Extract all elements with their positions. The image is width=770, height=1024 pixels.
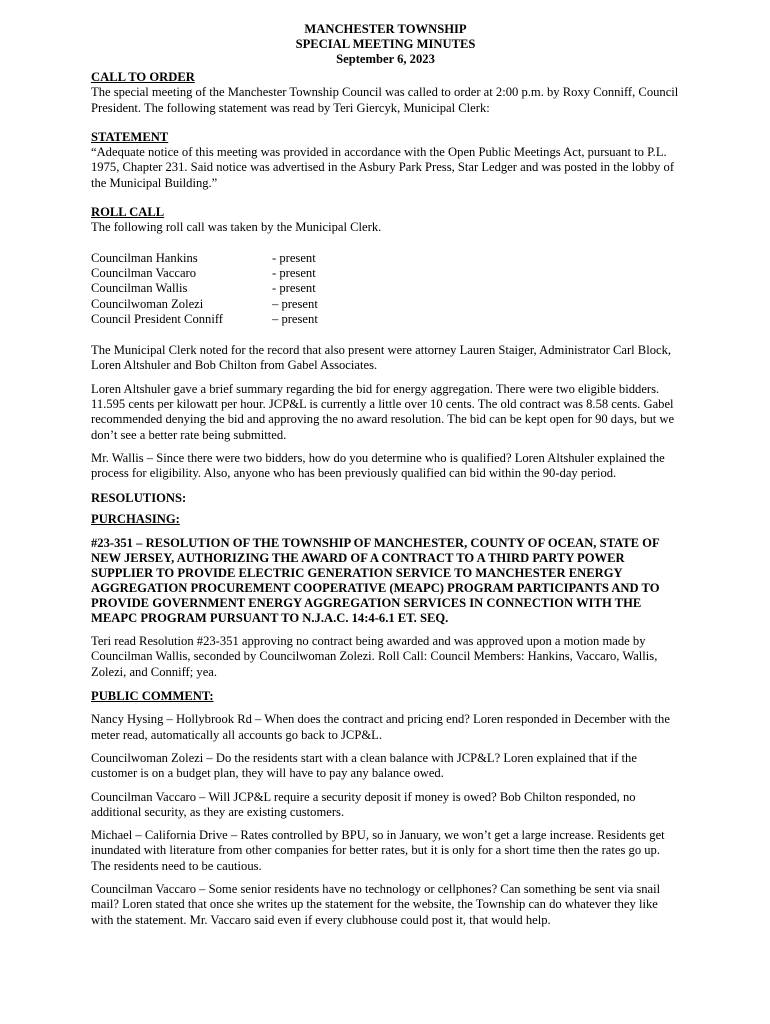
township-name: MANCHESTER TOWNSHIP <box>304 22 467 36</box>
public-comment-item: Councilman Vaccaro – Will JCP&L require a security deposit if money is owed? Bob Chilton responded, no additional security, as they are existing customers. <box>91 789 636 819</box>
public-comment-item: Michael – California Drive – Rates controlled by BPU, so in January, we won’t get a large increase. Residents get inundated with literature from other companies for better rates, but it is only for a short time then the rates go up. The residents need to be cautious. <box>91 828 665 873</box>
member-status: – present <box>272 311 318 326</box>
public-comment-item: Councilwoman Zolezi – Do the residents start with a clean balance with JCP&L? Loren explained that if the customer is on a budget plan, they will have to pay any balance owed. <box>91 750 637 781</box>
paragraph-wallis: Mr. Wallis – Since there were two bidders, how do you determine who is qualified? Loren Altshuler explained the process for eligibility. Also, anyone who has been previously qualified can bid within the 90-day period. <box>91 450 665 481</box>
member-name: Councilwoman Zolezi <box>91 296 204 311</box>
public-comment-heading: PUBLIC COMMENT: <box>91 689 214 704</box>
roll-call-row <box>91 312 680 327</box>
resolution-title: #23-351 – RESOLUTION OF THE TOWNSHIP OF MANCHESTER, COUNTY OF OCEAN, STATE OF NEW JERSEY, AUTHORIZING THE AWARD OF A CONTRACT TO A THIRD PARTY POWER SUPPLIER TO PROVIDE ELECTRIC GENERATION SERVICE TO MANCHESTER ENERGY AGGREGATION PROCUREMENT COOPERATIVE (MEAPC) PROGRAM PARTICIPANTS AND TO PROVIDE GOVERNMENT ENERGY AGGREGATION SERVICES IN CONNECTION WITH THE MEAPC PROGRAM PURSUANT TO N.J.A.C. 14:4-6.1 ET. SEQ. <box>91 536 660 626</box>
section-call-to-order <box>91 70 680 116</box>
paragraph: The special meeting of the Manchester Township Council was called to order at 2:00 p.m. by Roxy Conniff, Council President. The following statement was read by Teri Giercyk, Municipal Clerk: <box>91 85 679 115</box>
paragraph-summary: Loren Altshuler gave a brief summary regarding the bid for energy aggregation. There were two eligible bidders. 11.595 cents per kilowatt per hour. JCP&L is currently a little over 10 cents. The old contract was 8.58 cents. Gabel recommended denying the bid and approving the no award resolution. The bid can be kept open for 90 days, but we don’t see a better rate being submitted. <box>91 381 675 442</box>
document-title: SPECIAL MEETING MINUTES <box>295 37 476 51</box>
paragraph: “Adequate notice of this meeting was provided in accordance with the Open Public Meetings Act, pursuant to P.L. 1975, Chapter 231. Said notice was advertised in the Asbury Park Press, Star Ledger and was posted in the lobby of the Municipal Building.” <box>91 145 675 190</box>
member-name: Councilman Wallis <box>91 281 188 296</box>
paragraph: The following roll call was taken by the Municipal Clerk. <box>91 220 382 235</box>
member-name: Councilman Vaccaro <box>91 265 197 280</box>
public-comment-item: Nancy Hysing – Hollybrook Rd – When does the contract and pricing end? Loren responded in December with the meter read, automatically all accounts go back to JCP&L. <box>91 712 670 742</box>
member-name: Council President Conniff <box>91 311 223 326</box>
member-status: – present <box>272 296 318 311</box>
section-heading: CALL TO ORDER <box>91 70 195 84</box>
roll-call-list <box>91 251 680 327</box>
purchasing-heading: PURCHASING: <box>91 511 180 526</box>
section-heading: STATEMENT <box>91 129 169 144</box>
meeting-date: September 6, 2023 <box>336 52 435 66</box>
member-status: - present <box>272 281 316 296</box>
public-comment-item: Councilman Vaccaro – Some senior residents have no technology or cellphones? Can something be sent via snail mail? Loren stated that once she writes up the statement for the website, the Township can do whatever they like with the statement. Mr. Vaccaro said even if every clubhouse could post it, that would help. <box>91 881 661 927</box>
paragraph-also-present: The Municipal Clerk noted for the record that also present were attorney Lauren Staiger, Administrator Carl Block, Loren Altshuler and Bob Chilton from Gabel Associates. <box>91 343 672 373</box>
roll-call-row <box>91 266 680 281</box>
member-name: Councilman Hankins <box>91 250 198 265</box>
document-header <box>91 22 680 67</box>
roll-call-row <box>91 297 680 312</box>
member-status: - present <box>272 265 316 280</box>
resolution-text: Teri read Resolution #23-351 approving no contract being awarded and was approved upon a motion made by Councilman Wallis, seconded by Councilwoman Zolezi. Roll Call: Council Members: Hankins, Vaccaro, Wallis, Zolezi, and Conniff; yea. <box>91 634 658 679</box>
roll-call-row <box>91 251 680 266</box>
roll-call-row <box>91 281 680 296</box>
member-status: - present <box>272 250 316 265</box>
section-roll-call <box>91 205 680 327</box>
section-heading: ROLL CALL <box>91 205 165 220</box>
resolutions-heading: RESOLUTIONS: <box>91 490 187 505</box>
section-statement <box>91 130 680 191</box>
